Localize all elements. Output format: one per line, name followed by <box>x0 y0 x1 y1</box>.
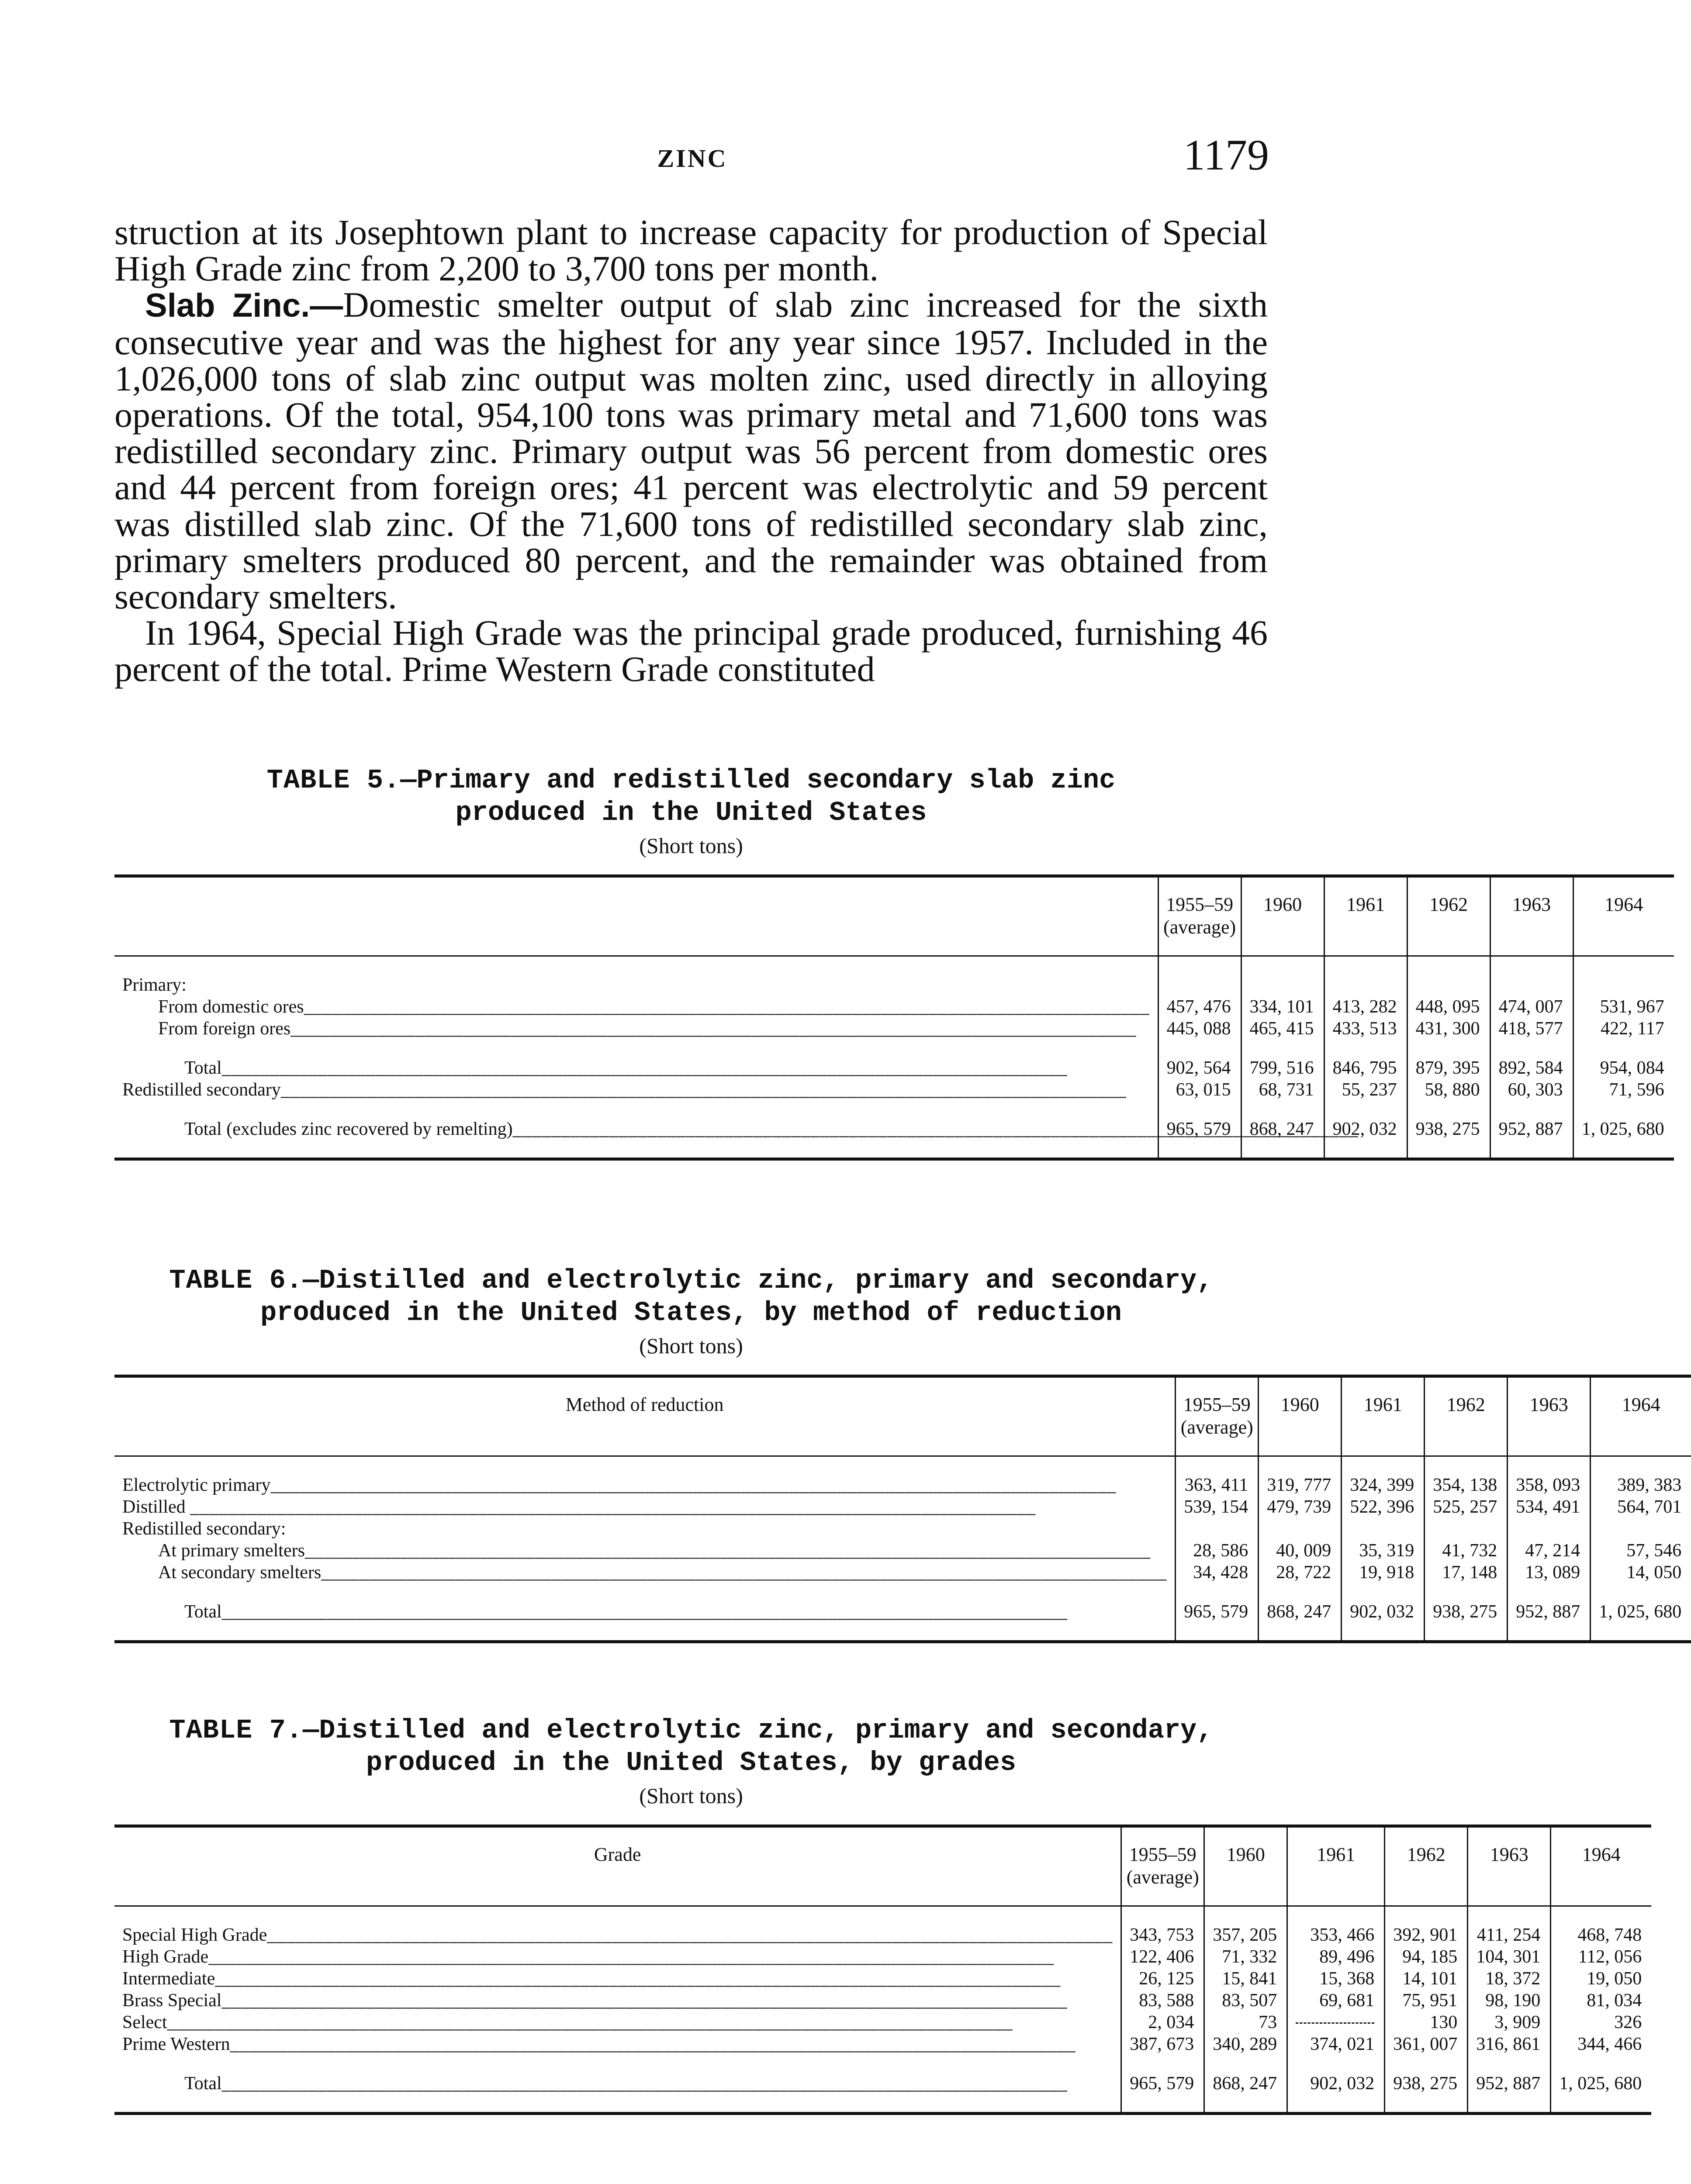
table-cell: 75, 951 <box>1385 1990 1468 2011</box>
row-label: From foreign ores _____ <box>114 1018 1158 1040</box>
table-cell: 392, 901 <box>1385 1906 1468 1946</box>
table-row <box>114 1990 1651 2011</box>
table-header-row <box>114 1376 1691 1456</box>
row-label: Redistilled secondary _____ <box>114 1079 1158 1101</box>
table-5-grid <box>114 874 1674 1161</box>
table-cell: 57, 546 <box>1591 1540 1691 1562</box>
table-row <box>114 1946 1651 1968</box>
table-cell: 340, 289 <box>1204 2033 1287 2055</box>
column-header: 1962 <box>1425 1376 1508 1456</box>
paragraph-slab-zinc <box>114 287 1268 615</box>
column-header: 1961 <box>1342 1376 1425 1456</box>
row-label: Prime Western _____ <box>114 2033 1121 2055</box>
table-cell: 422, 117 <box>1573 1018 1674 1040</box>
table-row <box>114 2011 1651 2033</box>
table-7-units: (Short tons) <box>639 1783 743 1808</box>
table-6 <box>114 1265 1682 1643</box>
table-cell: 902, 564 <box>1158 1057 1241 1079</box>
table-cell: 18, 372 <box>1468 1968 1551 1990</box>
table-cell: 474, 007 <box>1490 996 1573 1018</box>
stub-header <box>114 876 1158 956</box>
table-cell: 468, 748 <box>1551 1906 1652 1946</box>
table-cell: 71, 332 <box>1204 1946 1287 1968</box>
paragraph-grades: In 1964, Special High Grade was the principal grade produced, furnishing 46 percent of the total. Prime Western Grade constituted <box>114 613 1268 689</box>
table-cell: 41, 732 <box>1425 1540 1508 1562</box>
table-cell: 938, 275 <box>1425 1601 1508 1642</box>
table-cell: 14, 050 <box>1591 1562 1691 1583</box>
table-cell: 112, 056 <box>1551 1946 1652 1968</box>
table-row <box>114 1118 1674 1159</box>
table-cell: 343, 753 <box>1121 1906 1204 1946</box>
table-cell: 531, 967 <box>1573 996 1674 1018</box>
table-cell: 334, 101 <box>1241 996 1324 1018</box>
table-5-caption <box>114 764 1268 829</box>
column-header: 1963 <box>1490 876 1573 956</box>
table-cell: 28, 722 <box>1259 1562 1342 1583</box>
table-row <box>114 1079 1674 1101</box>
table-row <box>114 1968 1651 1990</box>
body-text <box>114 214 1268 688</box>
table-cell: 19, 050 <box>1551 1968 1652 1990</box>
column-header: 1963 <box>1508 1376 1591 1456</box>
table-cell: 358, 093 <box>1508 1456 1591 1496</box>
table-7 <box>114 1714 1642 2115</box>
row-label: Distilled _____ <box>114 1496 1176 1518</box>
table-cell: 868, 247 <box>1241 1118 1324 1159</box>
table-cell: 902, 032 <box>1324 1118 1407 1159</box>
table-cell: 47, 214 <box>1508 1540 1591 1562</box>
run-in-heading: Slab Zinc.— <box>145 287 343 325</box>
table-cell: 71, 596 <box>1573 1079 1674 1101</box>
table-cell: 418, 577 <box>1490 1018 1573 1040</box>
row-label: From domestic ores _____ <box>114 996 1158 1018</box>
row-heading: Redistilled secondary: <box>122 1519 286 1539</box>
table-cell: 954, 084 <box>1573 1057 1674 1079</box>
table-row <box>114 1906 1651 1946</box>
table-cell: 479, 739 <box>1259 1496 1342 1518</box>
column-header: 1961 <box>1287 1826 1385 1906</box>
row-label: Brass Special _____ <box>114 1990 1121 2011</box>
table-cell: 413, 282 <box>1324 996 1407 1018</box>
table-cell: 15, 841 <box>1204 1968 1287 1990</box>
table-cell: 965, 579 <box>1121 2073 1204 2114</box>
table-cell: 1, 025, 680 <box>1591 1601 1691 1642</box>
table-cell: 353, 466 <box>1287 1906 1385 1946</box>
table-cell: 98, 190 <box>1468 1990 1551 2011</box>
table-cell: 952, 887 <box>1508 1601 1591 1642</box>
table-cell: 344, 466 <box>1551 2033 1652 2055</box>
table-row <box>114 1601 1691 1642</box>
table-cell: 448, 095 <box>1407 996 1490 1018</box>
table-cell: 868, 247 <box>1204 2073 1287 2114</box>
table-cell: 361, 007 <box>1385 2033 1468 2055</box>
table-cell: 457, 476 <box>1158 996 1241 1018</box>
table-row <box>114 1540 1691 1562</box>
table-cell: 55, 237 <box>1324 1079 1407 1101</box>
table-cell: 69, 681 <box>1287 1990 1385 2011</box>
table-cell: 89, 496 <box>1287 1946 1385 1968</box>
table-cell: 534, 491 <box>1508 1496 1591 1518</box>
stub-header: Grade <box>114 1826 1121 1906</box>
table-cell: 952, 887 <box>1468 2073 1551 2114</box>
column-header: 1960 <box>1204 1826 1287 1906</box>
table-row <box>114 1456 1691 1496</box>
table-cell: 19, 918 <box>1342 1562 1425 1583</box>
table-7-caption <box>114 1714 1268 1779</box>
table-row <box>114 2073 1651 2114</box>
table-5-title: —Primary and redistilled secondary slab zinc produced in the United States <box>400 765 1116 828</box>
table-cell: 522, 396 <box>1342 1496 1425 1518</box>
table-row <box>114 956 1674 996</box>
table-cell: 28, 586 <box>1176 1540 1259 1562</box>
column-header: 1962 <box>1407 876 1490 956</box>
column-header: 1964 <box>1551 1826 1652 1906</box>
table-cell: 34, 428 <box>1176 1562 1259 1583</box>
table-row <box>114 1518 1691 1540</box>
table-cell: 60, 303 <box>1490 1079 1573 1101</box>
page-number: 1179 <box>1183 131 1269 179</box>
table-cell: 83, 588 <box>1121 1990 1204 2011</box>
table-cell: 846, 795 <box>1324 1057 1407 1079</box>
table-cell: 892, 584 <box>1490 1057 1573 1079</box>
column-header: 1963 <box>1468 1826 1551 1906</box>
table-7-title: —Distilled and electrolytic zinc, primary and secondary, produced in the United States, by grades <box>303 1715 1213 1778</box>
row-label: Select _____ <box>114 2011 1121 2033</box>
table-5-units: (Short tons) <box>639 833 743 858</box>
table-cell: 354, 138 <box>1425 1456 1508 1496</box>
table-cell: 799, 516 <box>1241 1057 1324 1079</box>
table-cell: 58, 880 <box>1407 1079 1490 1101</box>
column-header: 1960 <box>1241 876 1324 956</box>
column-header: 1955–59 (average) <box>1176 1376 1259 1456</box>
table-7-label: TABLE 7. <box>169 1715 303 1746</box>
table-7-grid <box>114 1825 1651 2115</box>
table-cell: 40, 009 <box>1259 1540 1342 1562</box>
table-6-grid <box>114 1375 1691 1643</box>
table-cell: 389, 383 <box>1591 1456 1691 1496</box>
column-header: 1955–59 (average) <box>1158 876 1241 956</box>
table-header-row <box>114 1826 1651 1906</box>
table-6-title: —Distilled and electrolytic zinc, primary and secondary, produced in the United States, by method of reduction <box>260 1265 1213 1328</box>
row-heading: Primary: <box>122 975 187 995</box>
table-row <box>114 1562 1691 1583</box>
table-6-units: (Short tons) <box>639 1334 743 1358</box>
table-row <box>114 996 1674 1018</box>
column-header: 1961 <box>1324 876 1407 956</box>
table-cell: 83, 507 <box>1204 1990 1287 2011</box>
table-cell: 81, 034 <box>1551 1990 1652 2011</box>
row-label: Electrolytic primary _____ <box>114 1456 1176 1496</box>
table-cell: 445, 088 <box>1158 1018 1241 1040</box>
table-cell: 564, 701 <box>1591 1496 1691 1518</box>
table-cell: 1, 025, 680 <box>1573 1118 1674 1159</box>
table-cell: 26, 125 <box>1121 1968 1204 1990</box>
table-cell: 15, 368 <box>1287 1968 1385 1990</box>
paragraph-text: Domestic smelter output of slab zinc increased for the sixth consecutive year and was the highest for any year since 1957. Included in the 1,026,000 tons of slab zinc output was molten zinc, used directly in alloying operations. Of the total, 954,100 tons was primary metal and 71,600 tons was redistilled secondary zinc. Primary output was 56 percent from domestic ores and 44 percent from foreign ores; 41 percent was electrolytic and 59 percent was distilled slab zinc. Of the 71,600 tons of redistilled secondary slab zinc, primary smelters produced 80 percent, and the remainder was obtained from secondary smelters. <box>114 285 1268 617</box>
table-cell: 130 <box>1385 2011 1468 2033</box>
table-cell: 465, 415 <box>1241 1018 1324 1040</box>
table-cell: 1, 025, 680 <box>1551 2073 1652 2114</box>
table-cell: 902, 032 <box>1287 2073 1385 2114</box>
row-label: High Grade _____ <box>114 1946 1121 1968</box>
table-cell: 122, 406 <box>1121 1946 1204 1968</box>
table-cell: 938, 275 <box>1407 1118 1490 1159</box>
row-label: Total _____ <box>114 2073 1121 2114</box>
column-header: 1964 <box>1573 876 1674 956</box>
paragraph-continuation: struction at its Josephtown plant to increase capacity for production of Special High Grade zinc from 2,200 to 3,700 tons per month. <box>114 212 1268 289</box>
table-cell: 525, 257 <box>1425 1496 1508 1518</box>
table-cell: 965, 579 <box>1176 1601 1259 1642</box>
table-cell: 868, 247 <box>1259 1601 1342 1642</box>
table-cell: 387, 673 <box>1121 2033 1204 2055</box>
row-label: At secondary smelters _____ <box>114 1562 1176 1583</box>
row-label: Special High Grade _____ <box>114 1906 1121 1946</box>
table-cell: 363, 411 <box>1176 1456 1259 1496</box>
table-cell: 104, 301 <box>1468 1946 1551 1968</box>
table-6-caption <box>114 1265 1268 1329</box>
table-cell: 13, 089 <box>1508 1562 1591 1583</box>
table-cell-empty <box>1287 2011 1385 2033</box>
table-row <box>114 1018 1674 1040</box>
table-6-label: TABLE 6. <box>169 1265 303 1296</box>
column-header: 1955–59 (average) <box>1121 1826 1204 1906</box>
table-cell: 14, 101 <box>1385 1968 1468 1990</box>
table-row <box>114 1057 1674 1079</box>
table-cell: 68, 731 <box>1241 1079 1324 1101</box>
table-cell: 2, 034 <box>1121 2011 1204 2033</box>
table-cell: 324, 399 <box>1342 1456 1425 1496</box>
table-cell: 539, 154 <box>1176 1496 1259 1518</box>
table-cell: 938, 275 <box>1385 2073 1468 2114</box>
table-cell: 3, 909 <box>1468 2011 1551 2033</box>
row-label: Total _____ <box>114 1601 1176 1642</box>
column-header: 1960 <box>1259 1376 1342 1456</box>
table-cell: 965, 579 <box>1158 1118 1241 1159</box>
stub-header: Method of reduction <box>114 1376 1176 1456</box>
table-cell: 433, 513 <box>1324 1018 1407 1040</box>
table-header-row <box>114 876 1674 956</box>
running-title: ZINC <box>657 144 728 173</box>
column-header: 1964 <box>1591 1376 1691 1456</box>
table-cell: 73 <box>1204 2011 1287 2033</box>
table-cell: 94, 185 <box>1385 1946 1468 1968</box>
table-cell: 431, 300 <box>1407 1018 1490 1040</box>
table-cell: 63, 015 <box>1158 1079 1241 1101</box>
table-cell: 411, 254 <box>1468 1906 1551 1946</box>
table-row <box>114 2033 1651 2055</box>
column-header: 1962 <box>1385 1826 1468 1906</box>
table-5-label: TABLE 5. <box>266 765 401 796</box>
running-header <box>116 133 1269 186</box>
row-label: Total _____ <box>114 1057 1158 1079</box>
table-cell: 357, 205 <box>1204 1906 1287 1946</box>
row-label: At primary smelters _____ <box>114 1540 1176 1562</box>
table-cell: 374, 021 <box>1287 2033 1385 2055</box>
table-cell: 952, 887 <box>1490 1118 1573 1159</box>
table-5 <box>114 764 1664 1161</box>
table-cell: 879, 395 <box>1407 1057 1490 1079</box>
table-cell: 17, 148 <box>1425 1562 1508 1583</box>
table-cell: 316, 861 <box>1468 2033 1551 2055</box>
row-label: Intermediate _____ <box>114 1968 1121 1990</box>
table-cell: 326 <box>1551 2011 1652 2033</box>
table-row <box>114 1496 1691 1518</box>
table-cell: 902, 032 <box>1342 1601 1425 1642</box>
row-label: Total (excludes zinc recovered by remelting)_____ <box>114 1118 1158 1159</box>
table-cell: 319, 777 <box>1259 1456 1342 1496</box>
table-cell: 35, 319 <box>1342 1540 1425 1562</box>
